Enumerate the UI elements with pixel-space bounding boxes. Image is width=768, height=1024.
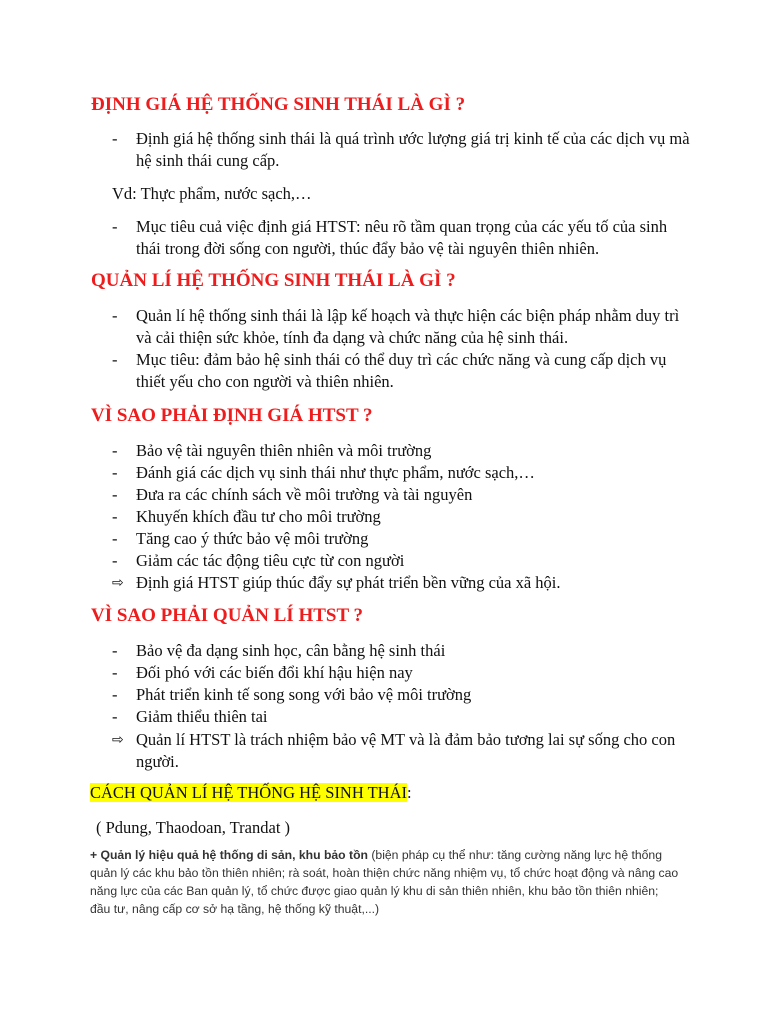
list-item (112, 349, 692, 393)
list-item (112, 462, 692, 484)
dash-bullet: - (112, 306, 118, 325)
list-item (112, 440, 692, 462)
list-item-text: Giảm thiểu thiên tai (136, 707, 268, 726)
list-item (112, 706, 692, 728)
dash-bullet: - (112, 507, 118, 526)
highlighted-title: CÁCH QUẢN LÍ HỆ THỐNG HỆ SINH THÁI (90, 783, 407, 802)
list-item-text: Quản lí hệ thống sinh thái là lập kế hoạch và thực hiện các biện pháp nhằm duy trì và cải thiện sức khỏe, tính đa dạng và chức năng của hệ sinh thái. (136, 306, 680, 347)
dash-bullet: - (112, 529, 118, 548)
list-item (112, 216, 692, 260)
section-heading-vi-sao-quan-li: VÌ SAO PHẢI QUẢN LÍ HTST ? (91, 605, 364, 626)
conclusion-text: Định giá HTST giúp thúc đẩy sự phát triển bền vững của xã hội. (136, 573, 561, 592)
list-item-text: Đối phó với các biến đổi khí hậu hiện nay (136, 663, 413, 682)
list-item (112, 506, 692, 528)
list-item (112, 662, 692, 684)
list-item-text: Giảm các tác động tiêu cực từ con người (136, 551, 405, 570)
dash-bullet: - (112, 663, 118, 682)
conclusion-text: Quản lí HTST là trách nhiệm bảo vệ MT và là đảm bảo tương lai sự sống cho con người. (136, 730, 676, 771)
list-item-text: Tăng cao ý thức bảo vệ môi trường (136, 529, 369, 548)
conclusion-item (112, 572, 692, 594)
title-colon: : (407, 783, 412, 802)
example-line: Vd: Thực phẩm, nước sạch,… (112, 184, 312, 203)
authors-line: ( Pdung, Thaodoan, Trandat ) (96, 818, 291, 837)
list-item-text: Mục tiêu: đảm bảo hệ sinh thái có thể duy trì các chức năng và cung cấp dịch vụ thiết yếu cho con người và thiên nhiên. (136, 350, 667, 391)
method-heading (90, 782, 412, 804)
list-item-text: Đưa ra các chính sách về môi trường và tài nguyên (136, 485, 473, 504)
list-item (112, 684, 692, 706)
list-item-text: Khuyến khích đầu tư cho môi trường (136, 507, 381, 526)
list-item-text: Bảo vệ tài nguyên thiên nhiên và môi trường (136, 441, 432, 460)
dash-bullet: - (112, 685, 118, 704)
dash-bullet: - (112, 641, 118, 660)
list-item (112, 305, 692, 349)
dash-bullet: - (112, 463, 118, 482)
list-item (112, 640, 692, 662)
method-paragraph (90, 846, 680, 918)
list-item (112, 128, 692, 172)
dash-bullet: - (112, 350, 118, 369)
list-item-text: Mục tiêu cuả việc định giá HTST: nêu rõ tầm quan trọng của các yếu tố của sinh thái trong đời sống con người, thúc đẩy bảo vệ tài nguyên thiên nhiên. (136, 217, 668, 258)
paragraph-lead: + Quản lý hiệu quả hệ thống di sản, khu bảo tồn (90, 848, 368, 862)
section-heading-quan-li: QUẢN LÍ HỆ THỐNG SINH THÁI LÀ GÌ ? (91, 270, 456, 291)
dash-bullet: - (112, 707, 118, 726)
list-item-text: Phát triển kinh tế song song với bảo vệ môi trường (136, 685, 472, 704)
list-item-text: Đánh giá các dịch vụ sinh thái như thực phẩm, nước sạch,… (136, 463, 535, 482)
list-item (112, 550, 692, 572)
conclusion-item (112, 729, 692, 773)
dash-bullet: - (112, 551, 118, 570)
dash-bullet: - (112, 485, 118, 504)
dash-bullet: - (112, 129, 118, 148)
list-item (112, 528, 692, 550)
dash-bullet: - (112, 441, 118, 460)
list-item-text: Bảo vệ đa dạng sinh học, cân bằng hệ sinh thái (136, 641, 446, 660)
section-heading-dinh-gia: ĐỊNH GIÁ HỆ THỐNG SINH THÁI LÀ GÌ ? (91, 94, 466, 115)
section-heading-vi-sao-dinh-gia: VÌ SAO PHẢI ĐỊNH GIÁ HTST ? (91, 405, 373, 426)
right-arrow-icon: ⇨ (112, 732, 124, 748)
paragraph-body: (biện pháp cụ thể như: tăng cường năng lực hệ thống quản lý các khu bảo tồn thiên nhiên; rà soát, hoàn thiện chức năng nhiệm vụ, tổ chức hoạt động và nâng cao năng lực của các Ban quản lý, tổ chức được giao quản lý khu di sản thiên nhiên, khu bảo tồn thiên nhiên; đầu tư, nâng cấp cơ sở hạ tầng, hệ thống kỹ thuật,...) (90, 848, 679, 916)
right-arrow-icon: ⇨ (112, 575, 124, 591)
list-item-text: Định giá hệ thống sinh thái là quá trình ước lượng giá trị kinh tế của các dịch vụ mà hệ sinh thái cung cấp. (136, 129, 690, 170)
list-item (112, 484, 692, 506)
dash-bullet: - (112, 217, 118, 236)
